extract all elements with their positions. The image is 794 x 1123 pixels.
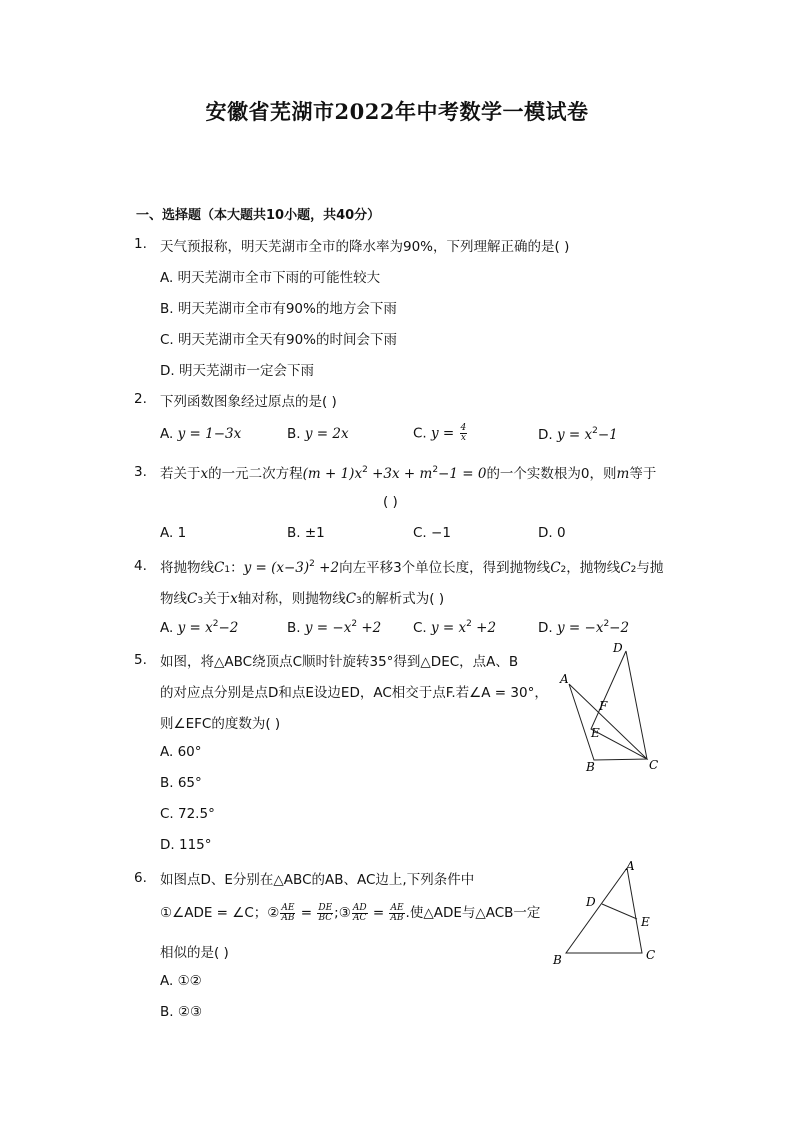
q1-option-d: D. 明天芜湖市一定会下雨 — [160, 363, 314, 379]
q3-option-c: C. −1 — [413, 525, 451, 541]
label-e: E — [591, 726, 600, 740]
q1-number: 1. — [134, 236, 147, 252]
q1-stem: 天气预报称，明天芜湖市全市的降水率为90%，下列理解正确的是( ) — [160, 239, 570, 255]
q6-option-a: A. ①② — [160, 973, 202, 989]
q6-stem-line1: 如图点D、E分别在△ABC的AB、AC边上,下列条件中 — [160, 872, 475, 888]
q6-figure — [548, 858, 666, 970]
segment-de — [602, 904, 637, 919]
q6-number: 6. — [134, 870, 147, 886]
fraction: $\frac{4}{x}$ — [460, 423, 467, 443]
q3-option-b: B. ±1 — [287, 525, 325, 541]
fraction: $\frac{AE}{AB}$ — [390, 902, 404, 923]
q5-option-b: B. 65° — [160, 775, 202, 791]
label-c: C — [646, 948, 656, 962]
label-a: A — [626, 859, 635, 873]
q6-stem-line2: ①∠ADE = ∠C；② $\frac{AE}{AB}$ = $\frac{DE}{BC}$ ;③ $\frac{AD}{AC}$ = $\frac{AE}{AB}$ .使△ADE与△ACB一定 — [160, 902, 541, 923]
q3-stem: 若关于x的一元二次方程$(m + 1)x^2 +3x + m^2-1 = 0$的一个实数根为0，则m等于 — [160, 465, 657, 482]
label-f: F — [599, 699, 608, 713]
q4-option-c: C. $y = x^2 +2$ — [413, 619, 497, 636]
label-d: D — [586, 895, 596, 909]
fraction: $\frac{AD}{AC}$ — [352, 902, 367, 923]
triangle-abc — [566, 868, 642, 953]
label-e: E — [641, 915, 650, 929]
q2-option-b: B. y = 2x — [287, 426, 349, 442]
q2-option-c: C. y = $\frac{4}{x}$ — [413, 423, 467, 443]
q1-option-a: A. 明天芜湖市全市下雨的可能性较大 — [160, 270, 381, 286]
q2-stem: 下列函数图象经过原点的是( ) — [160, 394, 337, 410]
q4-stem-line2: 物线C3关于x轴对称，则抛物线C3的解析式为( ) — [160, 591, 445, 607]
label-a: A — [560, 672, 569, 686]
triangle-abc — [569, 684, 647, 760]
q3-option-d: D. 0 — [538, 525, 566, 541]
q3-option-a: A. 1 — [160, 525, 187, 541]
q4-option-b: B. $y = -x^2 +2$ — [287, 619, 382, 636]
section-heading: 一、选择题（本大题共10小题，共40分） — [136, 208, 381, 223]
q3-answer-paren: ( ) — [383, 494, 398, 510]
exam-title: 安徽省芜湖市2022年中考数学一模试卷 — [205, 99, 589, 124]
q2-number: 2. — [134, 391, 147, 407]
q5-figure — [550, 638, 670, 778]
q5-option-c: C. 72.5° — [160, 806, 215, 822]
q4-number: 4. — [134, 558, 147, 574]
fraction: $\frac{AE}{AB}$ — [281, 902, 295, 923]
q5-number: 5. — [134, 652, 147, 668]
q2-option-d: D. $y = x^2-1$ — [538, 426, 618, 443]
q4-stem-line1: 将抛物线C1：$y = (x-3)^2 +2$向左平移3个单位长度，得到抛物线C2，抛物线C2与抛 — [160, 559, 664, 576]
q5-stem-line1: 如图，将△ABC绕顶点C顺时针旋转35°得到△DEC，点A、B — [160, 654, 519, 670]
q6-option-b: B. ②③ — [160, 1004, 203, 1020]
q5-stem-line2: 的对应点分别是点D和点E设边ED，AC相交于点F.若∠A = 30°， — [160, 685, 548, 701]
label-b: B — [553, 953, 562, 967]
q1-option-b: B. 明天芜湖市全市有90%的地方会下雨 — [160, 301, 397, 317]
q1-option-c: C. 明天芜湖市全天有90%的时间会下雨 — [160, 332, 398, 348]
label-d: D — [613, 641, 623, 655]
label-b: B — [586, 760, 595, 774]
q3-number: 3. — [134, 464, 147, 480]
q5-stem-line3: 则∠EFC的度数为( ) — [160, 716, 281, 732]
q4-option-d: D. $y = -x^2-2$ — [538, 619, 630, 636]
fraction: $\frac{DE}{BC}$ — [318, 902, 333, 923]
q4-option-a: A. $y = x^2-2$ — [160, 619, 239, 636]
label-c: C — [649, 758, 659, 772]
q5-option-a: A. 60° — [160, 744, 202, 760]
q6-stem-line3: 相似的是( ) — [160, 945, 229, 961]
q5-option-d: D. 115° — [160, 837, 212, 853]
q2-option-a: A. y = 1−3x — [160, 426, 242, 442]
